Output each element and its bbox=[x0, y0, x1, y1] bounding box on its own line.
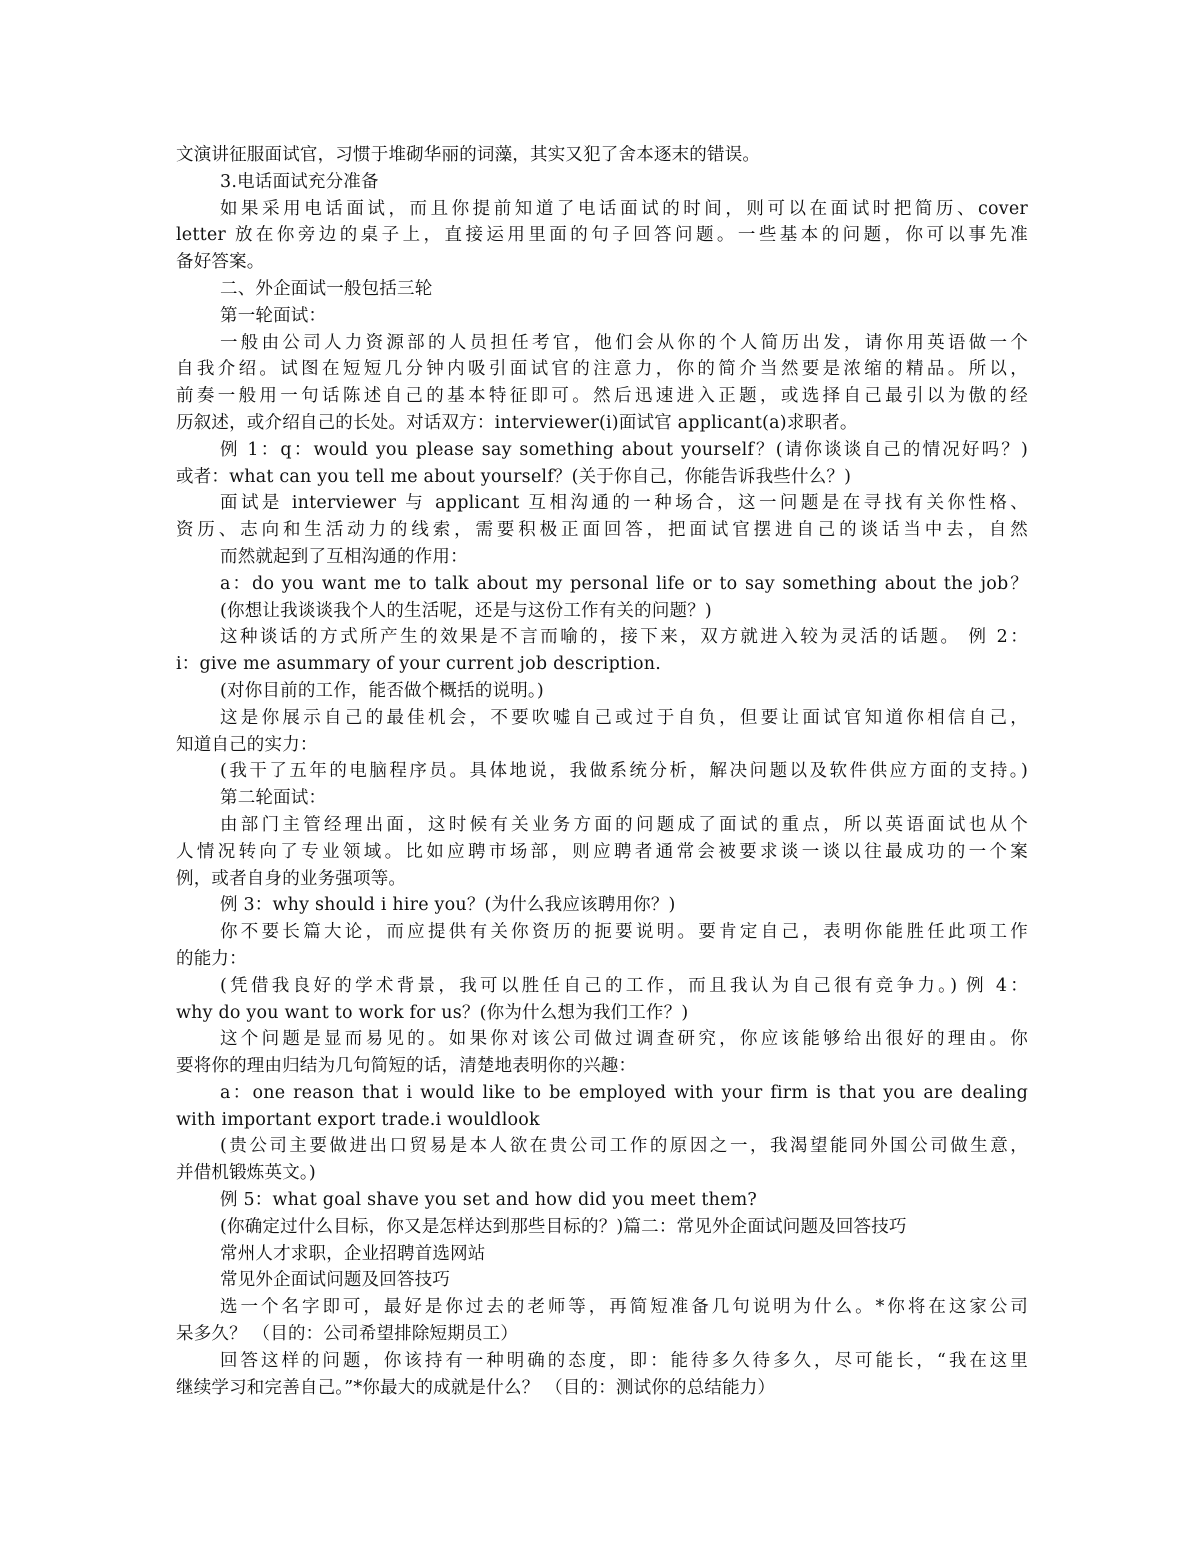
text-line: (我干了五年的电脑程序员。具体地说，我做系统分析，解决问题以及软件供应方面的支持。) bbox=[220, 761, 1028, 782]
text-line: with important export trade.i wouldlook bbox=[176, 1109, 540, 1130]
text-line: 这种谈话的方式所产生的效果是不言而喻的，接下来，双方就进入较为灵活的话题。 例 2： bbox=[220, 627, 1028, 648]
text-line: 继续学习和完善自己。”*你最大的成就是什么？ （目的：测试你的总结能力） bbox=[176, 1377, 776, 1398]
text-line: 如果采用电话面试，而且你提前知道了电话面试的时间，则可以在面试时把简历、cover bbox=[220, 198, 1028, 219]
text-line: a：do you want me to talk about my personal life or to say something about the job？ bbox=[220, 573, 1028, 594]
text-line: 文演讲征服面试官，习惯于堆砌华丽的词藻，其实又犯了舍本逐末的错误。 bbox=[176, 145, 761, 165]
text-line: 而然就起到了互相沟通的作用： bbox=[220, 546, 468, 567]
text-line: 例 1：q：would you please say something about yourself？(请你谈谈自己的情况好吗？) bbox=[220, 439, 1028, 460]
text-line: 回答这样的问题，你该持有一种明确的态度，即：能待多久待多久，尽可能长，“我在这里 bbox=[220, 1350, 1028, 1371]
text-line: why do you want to work for us？(你为什么想为我们工作？) bbox=[176, 1002, 689, 1023]
document-page bbox=[176, 142, 1028, 1401]
text-line: (对你目前的工作，能否做个概括的说明。) bbox=[220, 680, 544, 701]
text-line: 这个问题是显而易见的。如果你对该公司做过调查研究，你应该能够给出很好的理由。你 bbox=[220, 1029, 1028, 1050]
text-line: 3.电话面试充分准备 bbox=[220, 171, 379, 192]
text-line: letter 放在你旁边的桌子上，直接运用里面的句子回答问题。一些基本的问题，你可以事先准 bbox=[176, 225, 1028, 246]
text-line: 一般由公司人力资源部的人员担任考官，他们会从你的个人简历出发，请你用英语做一个 bbox=[220, 332, 1028, 353]
text-line: 第一轮面试： bbox=[220, 305, 327, 326]
text-line: 或者：what can you tell me about yourself？(关于你自己，你能告诉我些什么？) bbox=[176, 466, 852, 487]
text-line: 你不要长篇大论，而应提供有关你资历的扼要说明。要肯定自己，表明你能胜任此项工作 bbox=[220, 922, 1028, 943]
text-line: a：one reason that i would like to be employed with your firm is that you are dealing bbox=[220, 1082, 1028, 1103]
text-line: 呆多久？ （目的：公司希望排除短期员工） bbox=[176, 1324, 519, 1345]
text-line: i：give me asummary of your current job description. bbox=[176, 654, 661, 675]
text-line: 这是你展示自己的最佳机会，不要吹嘘自己或过于自负，但要让面试官知道你相信自己， bbox=[220, 707, 1028, 728]
text-line: (你想让我谈谈我个人的生活呢，还是与这份工作有关的问题？) bbox=[220, 600, 712, 621]
text-line: 知道自己的实力： bbox=[176, 734, 318, 755]
text-line: 常见外企面试问题及回答技巧 bbox=[220, 1270, 451, 1291]
text-line: 例，或者自身的业务强项等。 bbox=[176, 868, 407, 889]
text-line: (你确定过什么目标，你又是怎样达到那些目标的？)篇二：常见外企面试问题及回答技巧 bbox=[220, 1216, 907, 1237]
text-line: 选一个名字即可，最好是你过去的老师等，再简短准备几句说明为什么。*你将在这家公司 bbox=[220, 1297, 1028, 1318]
text-line: (贵公司主要做进出口贸易是本人欲在贵公司工作的原因之一，我渴望能同外国公司做生意， bbox=[220, 1136, 1028, 1157]
text-line: 备好答案。 bbox=[176, 252, 265, 273]
text-line: 第二轮面试： bbox=[220, 788, 327, 809]
text-line: 由部门主管经理出面，这时候有关业务方面的问题成了面试的重点，所以英语面试也从个 bbox=[220, 814, 1028, 835]
text-line: 面试是 interviewer 与 applicant 互相沟通的一种场合，这一问题是在寻找有关你性格、 bbox=[220, 493, 1028, 514]
text-line: 二、外企面试一般包括三轮 bbox=[220, 278, 433, 299]
text-line: 并借机锻炼英文。) bbox=[176, 1163, 316, 1184]
text-line: 例 5：what goal shave you set and how did you meet them? bbox=[220, 1190, 757, 1211]
text-line: (凭借我良好的学术背景，我可以胜任自己的工作，而且我认为自己很有竞争力。) 例 4： bbox=[220, 975, 1028, 996]
text-line: 常州人才求职，企业招聘首选网站 bbox=[220, 1243, 486, 1264]
text-line: 要将你的理由归结为几句简短的话，清楚地表明你的兴趣： bbox=[176, 1056, 637, 1077]
text-line: 人情况转向了专业领域。比如应聘市场部，则应聘者通常会被要求谈一谈以往最成功的一个案 bbox=[176, 841, 1028, 862]
text-line: 前奏一般用一句话陈述自己的基本特征即可。然后迅速进入正题，或选择自己最引以为傲的经 bbox=[176, 386, 1028, 407]
text-line: 例 3：why should i hire you？(为什么我应该聘用你？) bbox=[220, 895, 676, 916]
text-line: 资历、志向和生活动力的线索，需要积极正面回答，把面试官摆进自己的谈话当中去，自然 bbox=[176, 520, 1028, 541]
text-line: 自我介绍。试图在短短几分钟内吸引面试官的注意力，你的简介当然要是浓缩的精品。所以， bbox=[176, 359, 1028, 380]
text-line: 的能力： bbox=[176, 948, 247, 969]
text-line: 历叙述，或介绍自己的长处。对话双方：interviewer(i)面试官 applicant(a)求职者。 bbox=[176, 412, 858, 433]
